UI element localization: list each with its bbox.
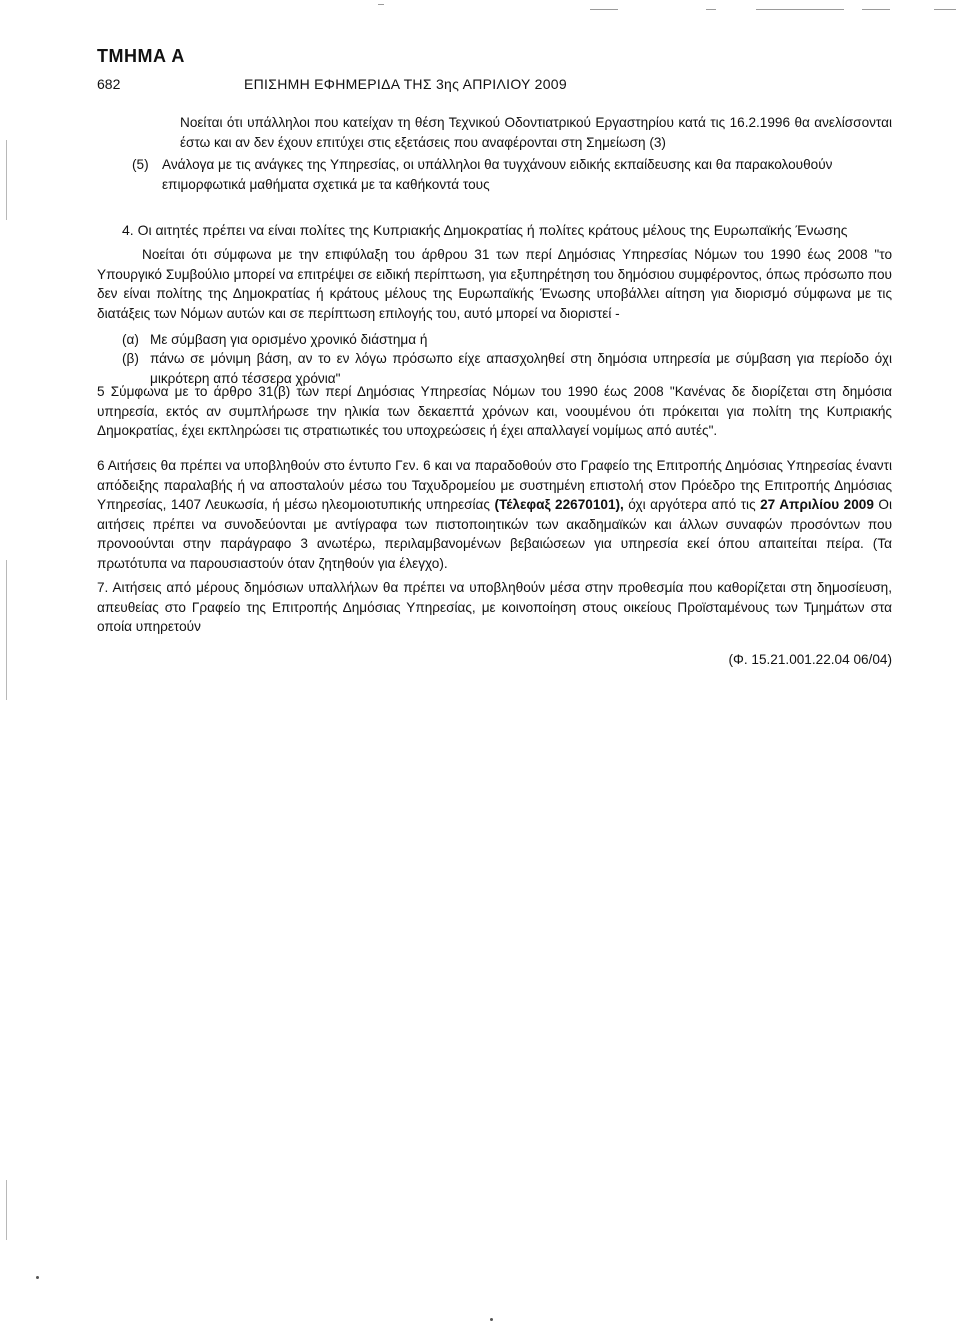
item-text: Με σύμβαση για ορισμένο χρονικό διάστημα ή	[150, 332, 428, 347]
item-text: πάνω σε μόνιμη βάση, αν το εν λόγω πρόσωπο είχε απασχοληθεί στη δημόσια υπηρεσία με σύμβαση για περίοδο όχι μικρότερη από τέσσερα χρόνια"	[150, 351, 892, 386]
scan-speck	[490, 1318, 493, 1321]
paragraph-6	[97, 456, 892, 573]
scan-mark	[862, 9, 890, 10]
scan-mark	[756, 9, 844, 10]
page-number: 682	[97, 76, 121, 92]
scan-speck	[36, 1276, 39, 1279]
proviso-text: Νοείται ότι σύμφωνα με την επιφύλαξη του άρθρου 31 των περί Δημόσιας Υπηρεσίας Νόμων του 1990 έως 2008 "το Υπουργικό Συμβούλιο μπορεί να επιτρέψει σε ειδική περίπτωση, για εξυπηρέτηση του δημόσιου συμφέροντος, όπως πρόσωπο που δεν είναι πολίτης της Δημοκρατίας ή κράτους μέλους της Ευρωπαϊκής Ένωσης υποβάλλει αίτηση για διορισμό σύμφωνα με τις διατάξεις των Νόμων αυτών και σε περίπτωση επιλογής του, αυτό μπορεί να διοριστεί -	[97, 247, 892, 321]
scan-mark	[378, 4, 384, 5]
gazette-title: ΕΠΙΣΗΜΗ ΕΦΗΜΕΡΙΔΑ ΤΗΣ 3ης ΑΠΡΙΛΙΟΥ 2009	[244, 76, 567, 92]
note-text: Ανάλογα με τις ανάγκες της Υπηρεσίας, οι υπάλληλοι θα τυγχάνουν ειδικής εκπαίδευσης και θα παρακολουθούν επιμορφωτικά μαθήματα σχετικά με τα καθήκοντά τους	[162, 157, 833, 192]
paragraph-text: Οι αιτήσεις πρέπει να συνοδεύονται με αντίγραφα των πιστοποιητικών των ακαδημαϊκών και άλλων συναφών προσόντων που προνοούνται στην παράγραφο 3 ανωτέρω, περιλαμβανομένων βεβαιώσεων για υπηρεσία εκεί όπου απαιτείται πείρα. (Τα πρωτότυπα να παρουσιαστούν όταν ζητηθούν για έλεγχο).	[97, 497, 892, 571]
scan-mark	[590, 9, 618, 10]
paragraph-4: 4. Οι αιτητές πρέπει να είναι πολίτες της Κυπριακής Δημοκρατίας ή πολίτες κράτους μέλους της Ευρωπαϊκής Ένωσης	[122, 222, 848, 238]
paragraph-text: 6 Αιτήσεις θα πρέπει να υποβληθούν στο έντυπο Γεν. 6 και να παραδοθούν στο Γραφείο της Επιτροπής Δημόσιας Υπηρεσίας έναντι απόδειξης παραλαβής ή να αποσταλούν μέσω του Ταχυδρομείου με συστημένη επιστολή στον Πρόεδρο της Επιτροπής Δημόσιας Υπηρεσίας, 1407 Λευκωσία, ή μέσω ηλεομοιοτυπικής υπηρεσίας	[97, 458, 892, 512]
paragraph-text: όχι αργότερα από τις	[623, 497, 761, 512]
file-reference: (Φ. 15.21.001.22.04 06/04)	[728, 652, 892, 667]
item-label: (α)	[122, 332, 139, 347]
item-label: (β)	[122, 351, 139, 366]
note-number: (5)	[132, 157, 149, 172]
paragraph-5: 5 Σύμφωνα με το άρθρο 31(β) των περί Δημόσιας Υπηρεσίας Νόμων του 1990 έως 2008 "Κανένας δε διορίζεται στη δημόσια υπηρεσία, εκτός αν συμπλήρωσε την ηλικία των δεκαεπτά χρόνων και, νοουμένου ότι πρόκειται για πολίτη της Κυπριακής Δημοκρατίας, έχει εκπληρώσει τις στρατιωτικές του υποχρεώσεις ή έχει απαλλαγεί νομίμως από αυτές".	[97, 384, 892, 438]
scan-edge-line	[6, 1180, 7, 1240]
scan-edge-line	[6, 560, 7, 700]
deadline-date: 27 Απριλίου 2009	[760, 497, 874, 512]
scan-mark	[934, 9, 956, 10]
scan-edge-line	[6, 140, 7, 220]
scan-mark	[706, 9, 716, 10]
note-paragraph: Νοείται ότι υπάλληλοι που κατείχαν τη θέση Τεχνικού Οδοντιατρικού Εργαστηρίου κατά τις 16.2.1996 θα ανελίσσονται έστω και αν δεν έχουν επιτύχει στις εξετάσεις που αναφέρονται στη Σημείωση (3)	[180, 115, 892, 150]
fax-number: (Τέλεφαξ 22670101),	[494, 497, 624, 512]
proviso-note	[97, 245, 892, 323]
section-title: ΤΜΗΜΑ Α	[97, 46, 185, 66]
paragraph-7: 7. Αιτήσεις από μέρους δημόσιων υπαλλήλων θα πρέπει να υποβληθούν μέσα στην προθεσμία που καθορίζεται στη δημοσίευση, απευθείας στο Γραφείο της Επιτροπής Δημόσιας Υπηρεσίας, με κοινοποίηση στους οικείους Προϊσταμένους των Τμημάτων στα οποία υπηρετούν	[97, 580, 892, 634]
